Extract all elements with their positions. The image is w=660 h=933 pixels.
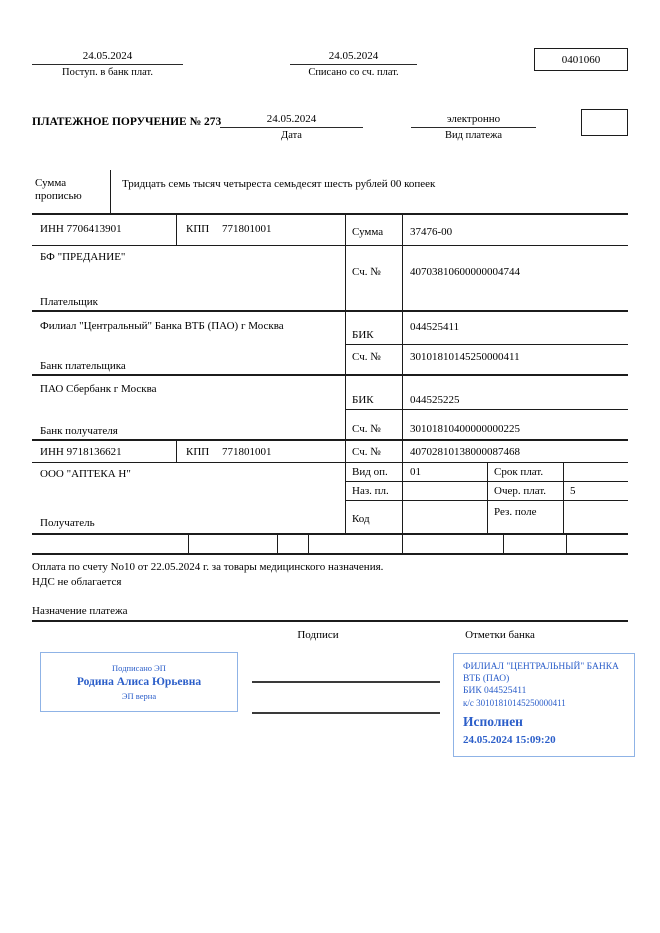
- recipient-account: 40702810138000087468: [410, 446, 520, 458]
- payer-bank-bik-label: БИК: [352, 329, 374, 341]
- priority-value: 5: [570, 485, 576, 497]
- amount-label: Сумма: [352, 226, 384, 238]
- signature-line: [252, 681, 440, 683]
- debited-date-value: 24.05.2024: [290, 50, 417, 65]
- recipient-bank-bik-label: БИК: [352, 394, 374, 406]
- table-line: [563, 462, 564, 533]
- recipient-label: Получатель: [40, 517, 95, 529]
- payment-type-value: электронно: [411, 113, 536, 128]
- op-type-label: Вид оп.: [352, 466, 388, 478]
- table-line: [188, 533, 189, 553]
- status-code-box: [581, 109, 628, 136]
- form-code-box: [534, 48, 628, 71]
- payer-account: 40703810600000004744: [410, 266, 520, 278]
- payer-bank-account-label: Сч. №: [352, 351, 381, 363]
- recipient-bank-account: 30101810400000000225: [410, 423, 520, 435]
- payer-bank-account: 30101810145250000411: [410, 351, 520, 363]
- esignature-stamp-line3: ЭП верна: [121, 691, 157, 701]
- recipient-kpp: 771801001: [222, 446, 272, 458]
- table-line: [32, 533, 628, 535]
- payment-type-field: [411, 113, 536, 141]
- bank-stamp: [453, 653, 635, 757]
- payer-name: БФ "ПРЕДАНИЕ": [40, 251, 126, 263]
- recipient-bank-account-label: Сч. №: [352, 423, 381, 435]
- table-line: [32, 245, 628, 246]
- payer-account-label: Сч. №: [352, 266, 381, 278]
- esignature-stamp: [40, 652, 238, 712]
- document-title: ПЛАТЕЖНОЕ ПОРУЧЕНИЕ № 273: [32, 116, 222, 128]
- payer-label: Плательщик: [40, 296, 98, 308]
- amount-words-value: Тридцать семь тысяч четыреста семьдесят шесть рублей 00 копеек: [122, 178, 436, 190]
- debited-date-field: [290, 50, 417, 78]
- table-line: [32, 374, 628, 376]
- table-line: [32, 620, 628, 622]
- purpose-code-label: Наз. пл.: [352, 485, 389, 497]
- bank-stamp-line3: БИК 044525411: [463, 686, 527, 696]
- table-line: [32, 462, 628, 463]
- payer-inn: ИНН 7706413901: [40, 223, 122, 235]
- bank-marks-label: Отметки банка: [465, 629, 535, 641]
- payment-type-label: Вид платежа: [444, 130, 502, 141]
- recipient-bank-bik: 044525225: [410, 394, 460, 406]
- amount-words-label: Сумма прописью: [35, 177, 82, 202]
- amount-value: 37476-00: [410, 226, 453, 238]
- received-date-field: [32, 50, 183, 78]
- code-label: Код: [352, 513, 370, 525]
- table-line: [277, 533, 278, 553]
- res-field-label: Рез. поле: [494, 506, 537, 518]
- table-line: [308, 533, 309, 553]
- bank-stamp-line2: ВТБ (ПАО): [463, 674, 510, 684]
- bank-stamp-line4: к/с 30101810145250000411: [463, 698, 566, 708]
- purpose-line2: НДС не облагается: [32, 576, 122, 588]
- table-line: [345, 409, 628, 410]
- payer-bank-label: Банк плательщика: [40, 360, 126, 372]
- date-value: 24.05.2024: [220, 113, 363, 128]
- signatures-label: Подписи: [297, 629, 339, 641]
- table-line: [487, 462, 488, 533]
- payer-bank-name: Филиал "Центральный" Банка ВТБ (ПАО) г Москва: [40, 320, 284, 332]
- debited-date-label: Списано со сч. плат.: [308, 67, 399, 78]
- table-line: [176, 439, 177, 462]
- purpose-label: Назначение платежа: [32, 605, 128, 617]
- table-line: [566, 533, 567, 553]
- esignature-stamp-name: Родина Алиса Юрьевна: [76, 676, 202, 688]
- recipient-account-label: Сч. №: [352, 446, 381, 458]
- table-line: [345, 344, 628, 345]
- table-line: [110, 170, 111, 214]
- date-field: [220, 113, 363, 141]
- priority-label: Очер. плат.: [494, 485, 547, 497]
- esignature-stamp-line1: Подписано ЭП: [112, 663, 166, 673]
- payer-kpp: 771801001: [222, 223, 272, 235]
- purpose-line1: Оплата по счету No10 от 22.05.2024 г. за товары медицинского назначения.: [32, 561, 384, 573]
- form-code: 0401060: [561, 53, 601, 66]
- payer-bank-bik: 044525411: [410, 321, 460, 333]
- recipient-name: ООО "АПТЕКА Н": [40, 468, 131, 480]
- table-line: [503, 533, 504, 553]
- received-date-value: 24.05.2024: [32, 50, 183, 65]
- recipient-inn: ИНН 9718136621: [40, 446, 122, 458]
- table-line: [402, 213, 403, 553]
- op-type-value: 01: [410, 466, 421, 478]
- received-date-label: Поступ. в банк плат.: [62, 67, 153, 78]
- date-label: Дата: [281, 130, 302, 141]
- payer-kpp-label: КПП: [186, 223, 210, 235]
- signature-line: [252, 712, 440, 714]
- recipient-bank-label: Банк получателя: [40, 425, 118, 437]
- table-line: [32, 553, 628, 555]
- bank-stamp-datetime: 24.05.2024 15:09:20: [463, 734, 556, 746]
- pay-term-label: Срок плат.: [494, 466, 544, 478]
- table-line: [345, 213, 346, 533]
- recipient-kpp-label: КПП: [186, 446, 210, 458]
- recipient-bank-name: ПАО Сбербанк г Москва: [40, 383, 157, 395]
- bank-stamp-status: Исполнен: [463, 714, 523, 729]
- table-line: [32, 213, 628, 215]
- table-line: [32, 310, 628, 312]
- bank-stamp-line1: ФИЛИАЛ "ЦЕНТРАЛЬНЫЙ" БАНКА: [463, 662, 619, 672]
- table-line: [176, 213, 177, 245]
- table-line: [32, 439, 628, 441]
